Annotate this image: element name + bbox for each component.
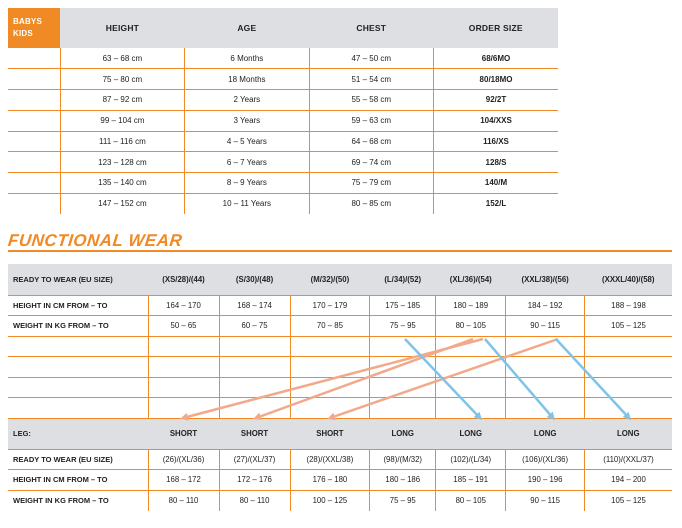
empty-cell	[148, 357, 219, 378]
blank-row	[8, 398, 672, 419]
empty-cell	[436, 336, 506, 357]
empty-cell	[370, 336, 436, 357]
size-header: (XS/28)/(44)	[148, 264, 219, 295]
row-spacer	[8, 193, 60, 214]
size-header: (XXL/38)/(56)	[506, 264, 585, 295]
kids-header-height: HEIGHT	[60, 8, 184, 48]
table-cell: 10 – 11 Years	[185, 193, 309, 214]
table-cell: 47 – 50 cm	[309, 48, 433, 69]
table-row	[8, 449, 672, 470]
table-cell: 70 – 85	[290, 316, 370, 337]
size-header: (M/32)/(50)	[290, 264, 370, 295]
table-cell: 105 – 125	[611, 496, 646, 505]
table-cell: 18 Months	[185, 69, 309, 90]
empty-cell	[370, 377, 436, 398]
empty-cell	[148, 377, 219, 398]
empty-cell	[370, 357, 436, 378]
empty-cell	[290, 357, 370, 378]
empty-cell	[436, 398, 506, 419]
table-row	[8, 110, 558, 131]
table-cell: 68/6MO	[434, 48, 559, 69]
blank-row	[8, 377, 672, 398]
row-label: WEIGHT IN KG FROM – TO	[8, 490, 148, 511]
heading-underline	[8, 250, 672, 252]
table-cell: 105 – 125	[585, 316, 672, 337]
table-cell: 99 – 104 cm	[60, 110, 184, 131]
table-cell: 184 – 192	[506, 295, 585, 316]
table-cell: 6 Months	[185, 48, 309, 69]
row-spacer	[8, 90, 60, 111]
table-cell: 188 – 198	[585, 295, 672, 316]
leg-type: LONG	[585, 418, 672, 449]
kids-header-chest: CHEST	[309, 8, 433, 48]
table-cell: 6 – 7 Years	[185, 152, 309, 173]
table-cell: 87 – 92 cm	[60, 90, 184, 111]
kids-corner-label: BABYS KIDS	[8, 8, 60, 48]
table-cell: 64 – 68 cm	[309, 131, 433, 152]
table-cell: 172 – 176	[219, 470, 290, 491]
empty-cell	[8, 336, 148, 357]
table-cell: 185 – 191	[436, 470, 506, 491]
table-cell: 168 – 174	[219, 295, 290, 316]
table-cell: 59 – 63 cm	[309, 110, 433, 131]
empty-cell	[219, 377, 290, 398]
table-cell: 104/XXS	[434, 110, 559, 131]
row-label: READY TO WEAR (EU SIZE)	[8, 264, 148, 295]
table-row	[8, 316, 672, 337]
functional-wear-title: FUNCTIONAL WEAR	[7, 231, 184, 250]
size-header: (XXXL/40)/(58)	[585, 264, 672, 295]
table-cell: 100 – 125	[290, 490, 370, 511]
kids-header-order-size: ORDER SIZE	[434, 8, 559, 48]
leg-type: LONG	[506, 418, 585, 449]
table-cell: (28)/(XXL/38)	[290, 449, 370, 470]
table-cell: 75 – 79 cm	[309, 173, 433, 194]
table-cell: 51 – 54 cm	[309, 69, 433, 90]
table-cell: 50 – 65	[148, 316, 219, 337]
kids-size-table	[8, 8, 558, 214]
table-cell: 176 – 180	[290, 470, 370, 491]
table-cell: 111 – 116 cm	[60, 131, 184, 152]
empty-cell	[8, 357, 148, 378]
row-label: WEIGHT IN KG FROM – TO	[8, 316, 148, 337]
table-cell: 75 – 80 cm	[60, 69, 184, 90]
row-spacer	[8, 110, 60, 131]
table-cell: 80 – 110	[219, 490, 290, 511]
empty-cell	[506, 336, 585, 357]
empty-cell	[506, 377, 585, 398]
table-cell: 75 – 95	[370, 316, 436, 337]
blank-row	[8, 357, 672, 378]
empty-cell	[290, 377, 370, 398]
empty-cell	[219, 398, 290, 419]
table-row	[8, 69, 558, 90]
empty-cell	[148, 398, 219, 419]
table-cell: 180 – 186	[370, 470, 436, 491]
empty-cell	[8, 377, 148, 398]
functional-wear-heading	[8, 226, 182, 252]
leg-type: LONG	[436, 418, 506, 449]
empty-cell	[219, 357, 290, 378]
table-cell: 164 – 170	[148, 295, 219, 316]
table-cell: (106)/(XL/36)	[506, 449, 585, 470]
row-spacer	[8, 131, 60, 152]
size-header: (S/30)/(48)	[219, 264, 290, 295]
row-spacer	[8, 48, 60, 69]
empty-cell	[506, 398, 585, 419]
table-cell: 75 – 95	[370, 490, 436, 511]
row-label: READY TO WEAR (EU SIZE)	[8, 449, 148, 470]
table-row	[8, 470, 672, 491]
table-cell: 194 – 200	[585, 470, 672, 491]
table-row	[8, 173, 558, 194]
size-header: (XL/36)/(54)	[436, 264, 506, 295]
table-cell: 3 Years	[185, 110, 309, 131]
leg-type: SHORT	[219, 418, 290, 449]
empty-cell	[290, 398, 370, 419]
table-cell: (102)/(L/34)	[436, 449, 506, 470]
table-row	[8, 490, 672, 511]
leg-type: SHORT	[290, 418, 370, 449]
top-size-header-row	[8, 264, 672, 295]
table-cell: 190 – 196	[506, 470, 585, 491]
table-cell: 90 – 115	[506, 490, 585, 511]
table-row	[8, 90, 558, 111]
table-cell: 170 – 179	[290, 295, 370, 316]
table-cell: 180 – 189	[436, 295, 506, 316]
table-cell: 80 – 105	[436, 490, 506, 511]
blank-row	[8, 336, 672, 357]
row-label: HEIGHT IN CM FROM – TO	[8, 470, 148, 491]
leg-type: LONG	[370, 418, 436, 449]
empty-cell	[436, 377, 506, 398]
kids-header-age: AGE	[185, 8, 309, 48]
table-cell: 135 – 140 cm	[60, 173, 184, 194]
table-cell: 140/M	[434, 173, 559, 194]
row-label: LEG:	[8, 418, 148, 449]
row-spacer	[8, 173, 60, 194]
kids-header-row	[8, 8, 558, 48]
table-cell: (98)/(M/32)	[370, 449, 436, 470]
row-label: HEIGHT IN CM FROM – TO	[8, 295, 148, 316]
table-cell: 175 – 185	[370, 295, 436, 316]
table-cell: 90 – 115	[506, 316, 585, 337]
empty-cell	[585, 336, 672, 357]
table-row	[8, 295, 672, 316]
table-row	[8, 152, 558, 173]
empty-cell	[585, 357, 672, 378]
table-row	[8, 48, 558, 69]
empty-cell	[148, 336, 219, 357]
table-cell: 80 – 105	[436, 316, 506, 337]
table-cell: (110)/(XXL/37)	[585, 449, 672, 470]
table-cell: 147 – 152 cm	[60, 193, 184, 214]
table-cell: 168 – 172	[148, 470, 219, 491]
row-spacer	[8, 152, 60, 173]
table-cell: (26)/(XL/36)	[148, 449, 219, 470]
table-row	[8, 131, 558, 152]
empty-cell	[585, 377, 672, 398]
table-cell: 128/S	[434, 152, 559, 173]
empty-cell	[585, 398, 672, 419]
table-cell: 116/XS	[434, 131, 559, 152]
empty-cell	[8, 398, 148, 419]
empty-cell	[506, 357, 585, 378]
size-header: (L/34)/(52)	[370, 264, 436, 295]
table-cell: 123 – 128 cm	[60, 152, 184, 173]
table-cell: 4 – 5 Years	[185, 131, 309, 152]
table-cell: 92/2T	[434, 90, 559, 111]
functional-wear-table	[8, 264, 672, 511]
empty-cell	[290, 336, 370, 357]
table-cell: 60 – 75	[219, 316, 290, 337]
table-cell: (27)/(XL/37)	[219, 449, 290, 470]
table-cell: 2 Years	[185, 90, 309, 111]
table-cell: 80 – 85 cm	[309, 193, 433, 214]
table-cell: 8 – 9 Years	[185, 173, 309, 194]
leg-header-row	[8, 418, 672, 449]
empty-cell	[219, 336, 290, 357]
empty-cell	[370, 398, 436, 419]
leg-type: SHORT	[148, 418, 219, 449]
table-cell: 80 – 110	[148, 490, 219, 511]
row-spacer	[8, 69, 60, 90]
table-cell: 69 – 74 cm	[309, 152, 433, 173]
table-cell: 80/18MO	[434, 69, 559, 90]
table-cell: 55 – 58 cm	[309, 90, 433, 111]
empty-cell	[436, 357, 506, 378]
table-row	[8, 193, 558, 214]
table-cell: 63 – 68 cm	[60, 48, 184, 69]
table-cell: 152/L	[485, 199, 507, 209]
